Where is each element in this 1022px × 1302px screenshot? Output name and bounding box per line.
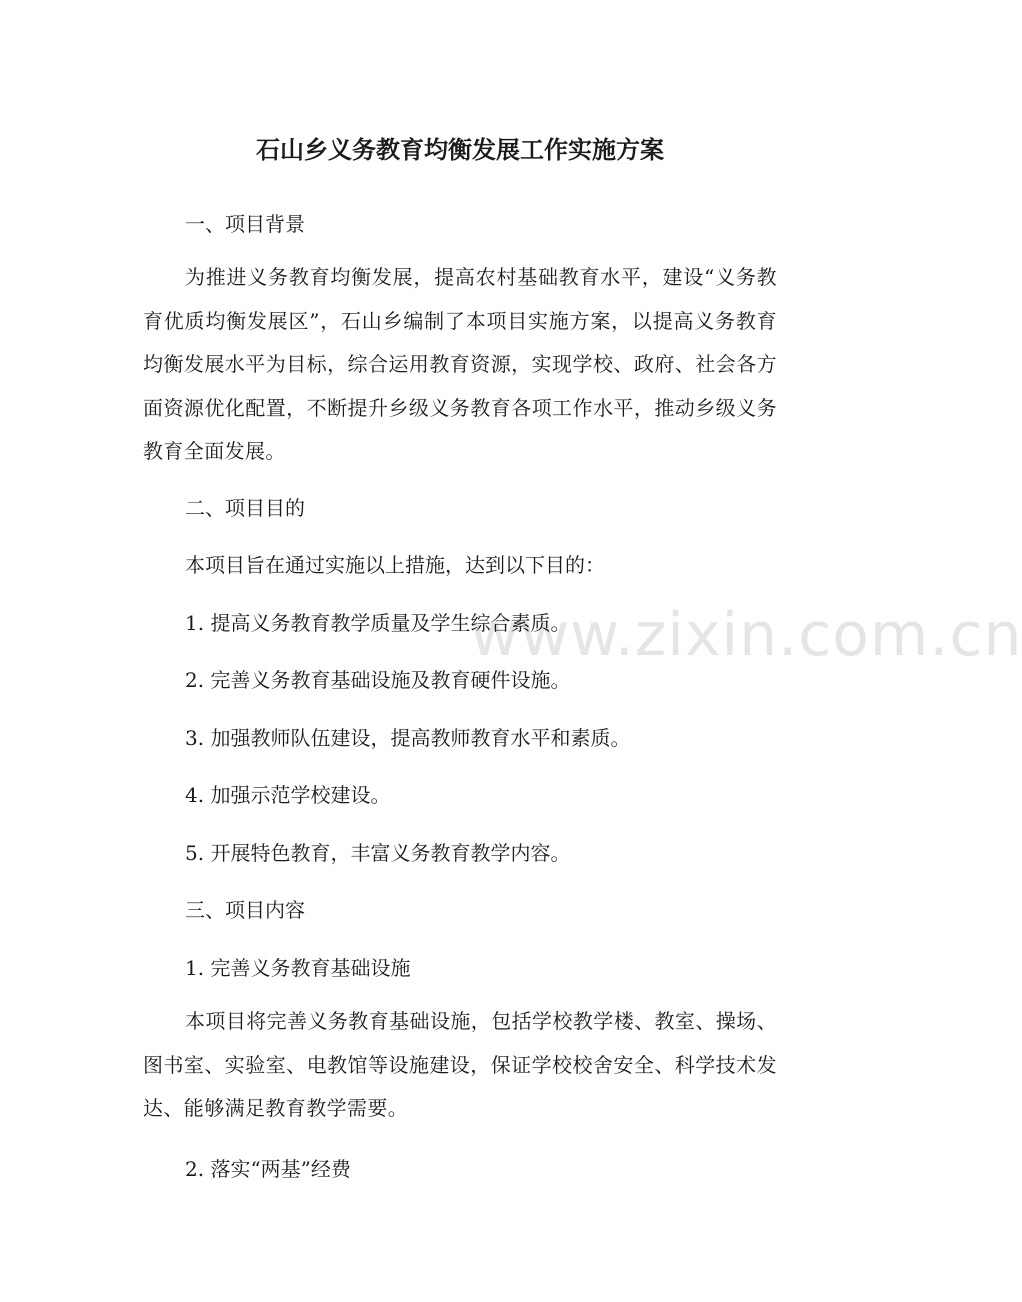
section-heading-purpose: 二、项目目的 [185, 496, 305, 520]
paragraph-background: 为推进义务教育均衡发展，提高农村基础教育水平，建设“义务教育优质均衡发展区”，石山乡编制了本项目实施方案，以提高义务教育均衡发展水平为目标，综合运用教育资源，实现学校、政府、社会各方面资源优化配置，不断提升乡级义务教育各项工作水平，推动乡级义务教育全面发展。 [143, 265, 777, 463]
paragraph-infrastructure: 本项目将完善义务教育基础设施，包括学校教学楼、教室、操场、图书室、实验室、电教馆等设施建设，保证学校校舍安全、科学技术发达、能够满足教育教学需要。 [143, 1009, 777, 1120]
watermark: www.zixin.com.cn [470, 600, 1022, 670]
list-item: 3. 加强教师队伍建设，提高教师教育水平和素质。 [185, 726, 631, 750]
list-item: 4. 加强示范学校建设。 [185, 783, 391, 807]
list-item: 1. 提高义务教育教学质量及学生综合素质。 [185, 611, 571, 635]
list-item: 2. 完善义务教育基础设施及教育硬件设施。 [185, 668, 571, 692]
subsection-heading-funding: 2. 落实“两基”经费 [185, 1157, 351, 1181]
section-heading-content: 三、项目内容 [185, 898, 305, 922]
paragraph-purpose-intro: 本项目旨在通过实施以上措施，达到以下目的： [185, 553, 605, 577]
document-title: 石山乡义务教育均衡发展工作实施方案 [256, 136, 664, 164]
list-item: 5. 开展特色教育，丰富义务教育教学内容。 [185, 841, 571, 865]
subsection-heading-infrastructure: 1. 完善义务教育基础设施 [185, 956, 411, 980]
section-heading-background: 一、项目背景 [185, 212, 305, 236]
